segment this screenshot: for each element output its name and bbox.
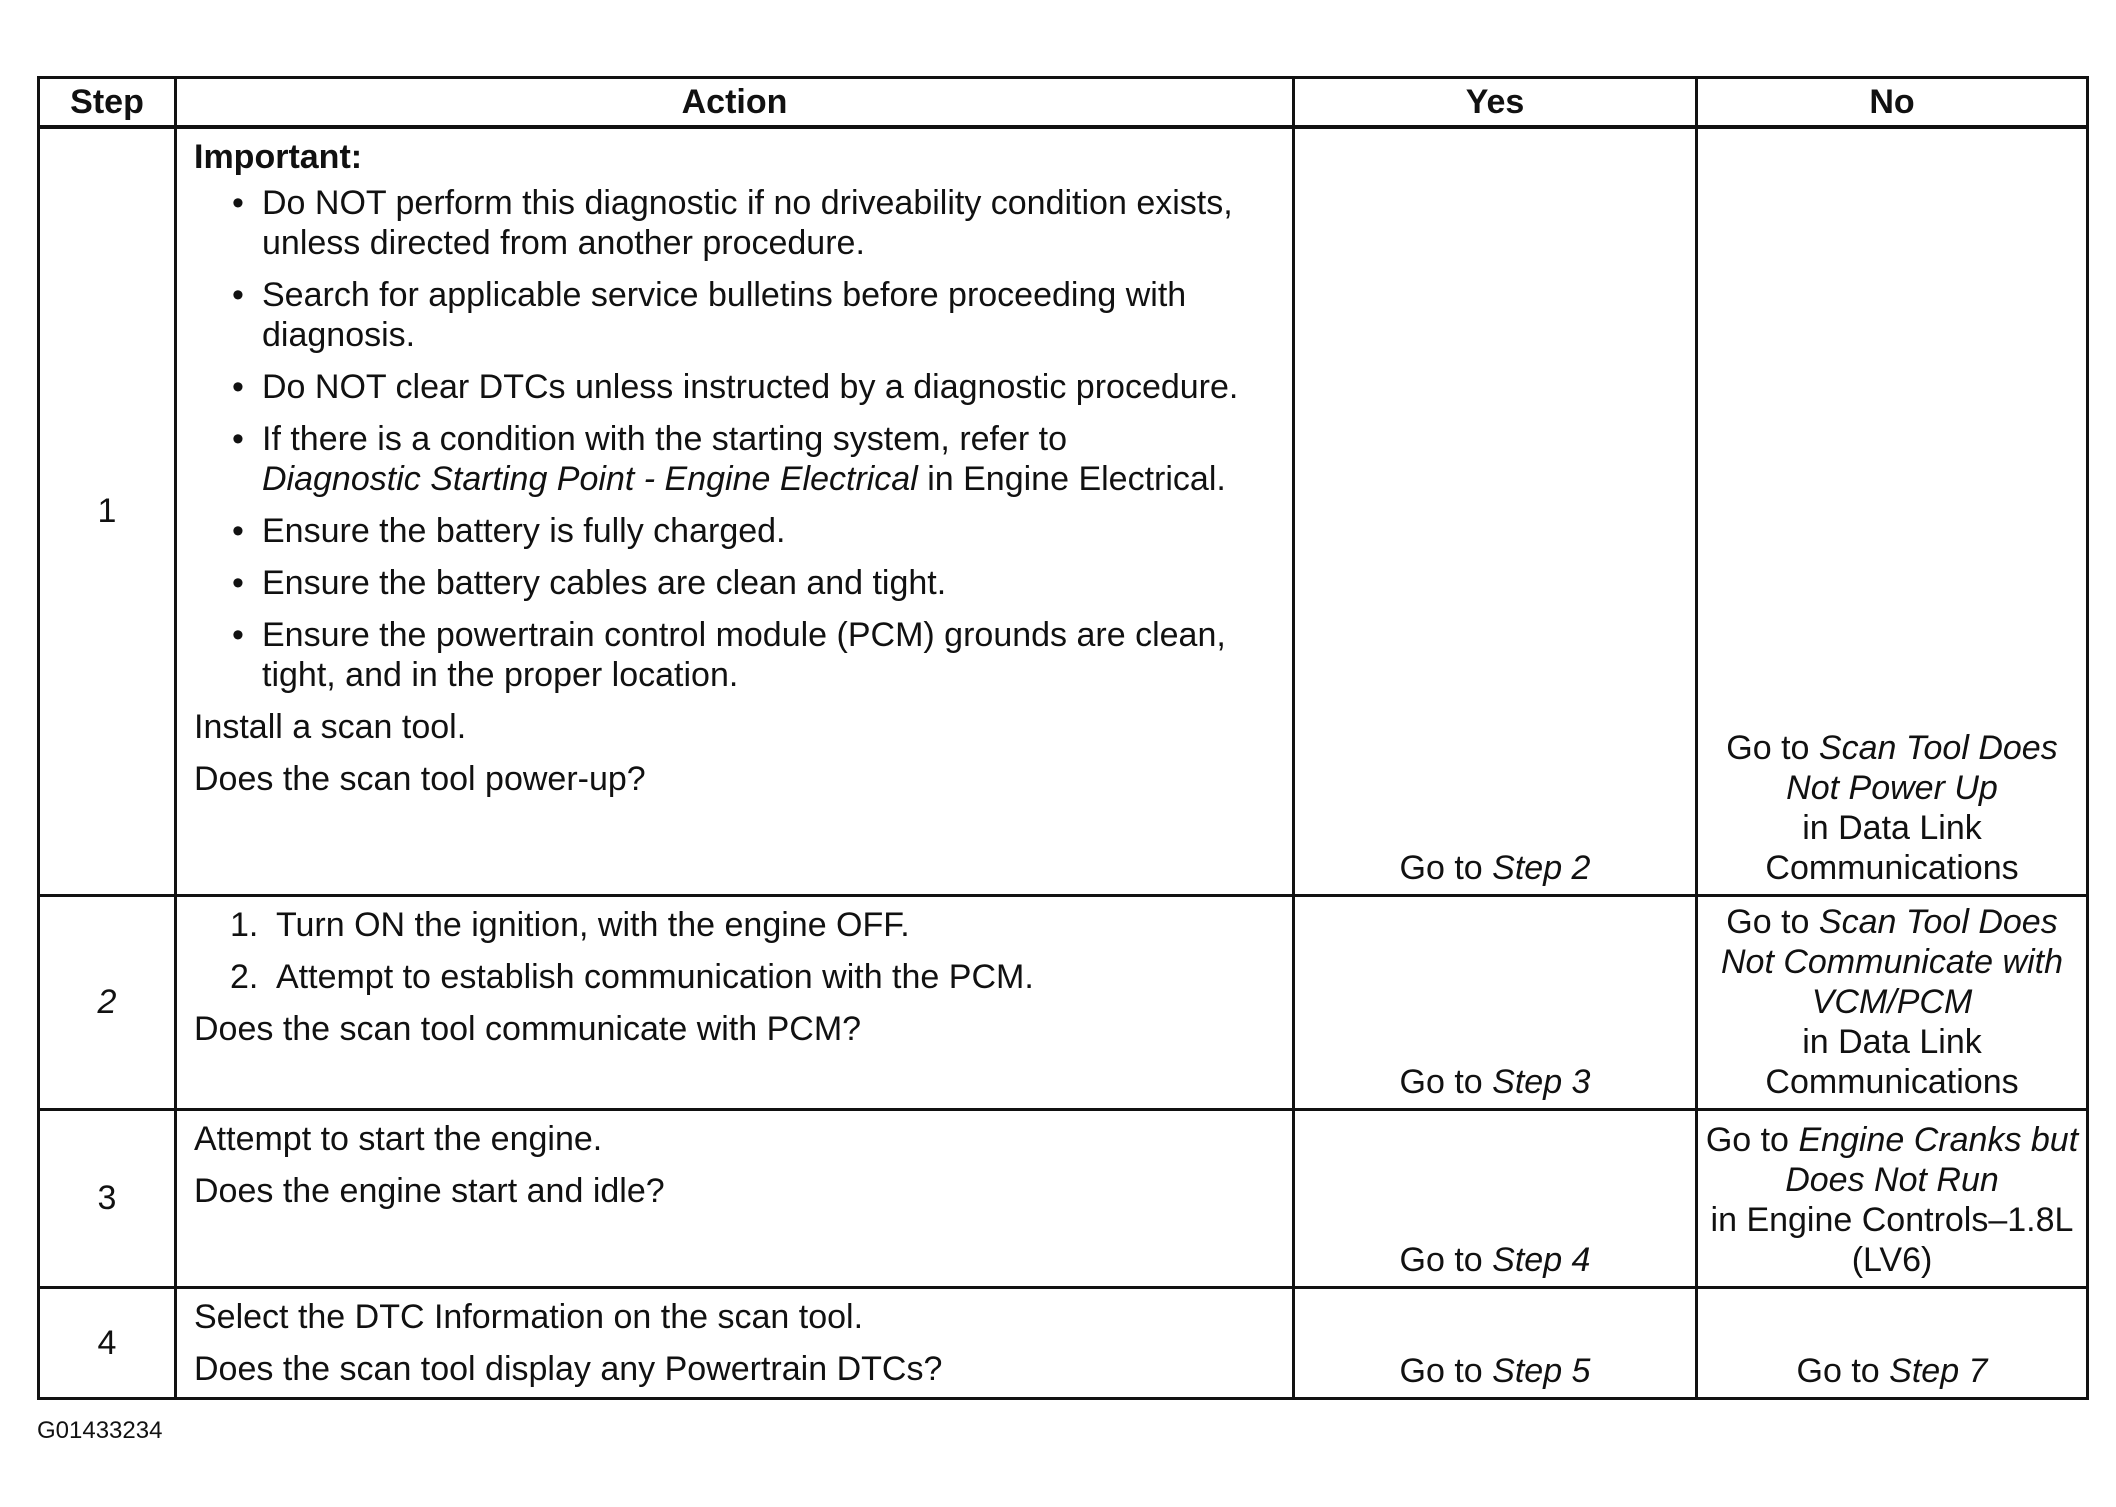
table-row (39, 127, 2088, 895)
list-item: • Do NOT clear DTCs unless instructed by a diagnostic procedure. (232, 368, 1239, 406)
table-row (39, 1287, 2088, 1398)
bullet-icon: • (232, 368, 244, 406)
important-label: Important: (194, 138, 363, 176)
list-item: • If there is a condition with the starting system, refer to Diagnostic Starting Point - Engine Electrical in Engine Electrical. (232, 420, 1226, 498)
step-link[interactable]: Step 5 (1492, 1351, 1591, 1390)
yes-cell: Go to Step 2 (1294, 127, 1697, 895)
important-bullets (194, 183, 1278, 695)
action-cell (176, 127, 1294, 895)
bullet-icon: • (232, 616, 244, 654)
list-item: 2. Attempt to establish communication with the PCM. (230, 957, 1034, 996)
header-yes: Yes (1294, 78, 1697, 128)
numbered-steps (194, 905, 1278, 997)
list-item: • Do NOT perform this diagnostic if no driveability condition exists, unless directed from another procedure. (232, 184, 1233, 262)
step-link[interactable]: Step 7 (1889, 1351, 1988, 1390)
action-line: Attempt to start the engine. (194, 1119, 603, 1158)
list-item: 1. Turn ON the ignition, with the engine OFF. (230, 905, 910, 944)
reference-link[interactable]: Diagnostic Starting Point - Engine Electrical (262, 460, 918, 498)
action-cell (176, 1287, 1294, 1398)
question-line: Does the engine start and idle? (194, 1171, 665, 1210)
step-link[interactable]: Step 4 (1492, 1240, 1591, 1279)
reference-link[interactable]: Engine Cranks but Does Not Run (1785, 1120, 2079, 1199)
action-cell (176, 895, 1294, 1109)
header-no: No (1697, 78, 2088, 128)
bullet-icon: • (232, 184, 244, 222)
action-cell (176, 1109, 1294, 1287)
list-item: • Ensure the powertrain control module (PCM) grounds are clean, tight, and in the proper location. (232, 616, 1226, 694)
step-number: 4 (39, 1287, 176, 1398)
step-link[interactable]: Step 2 (1492, 848, 1591, 887)
table-row (39, 1109, 2088, 1287)
question-line: Does the scan tool communicate with PCM? (194, 1009, 862, 1048)
no-cell: Go to Engine Cranks but Does Not Run in Engine Controls–1.8L (LV6) (1697, 1109, 2088, 1287)
bullet-icon: • (232, 512, 244, 550)
figure-id: G01433234 (37, 1417, 163, 1444)
no-cell: Go to Step 7 (1697, 1287, 2088, 1398)
list-item: • Search for applicable service bulletins before proceeding with diagnosis. (232, 276, 1187, 354)
header-action: Action (176, 78, 1294, 128)
no-cell: Go to Scan Tool Does Not Power Up in Data Link Communications (1697, 127, 2088, 895)
reference-link[interactable]: Scan Tool Does Not Communicate with VCM/PCM (1720, 902, 2063, 1021)
bullet-icon: • (232, 420, 244, 458)
step-number: 1 (39, 127, 176, 895)
bullet-icon: • (232, 564, 244, 602)
yes-cell: Go to Step 3 (1294, 895, 1697, 1109)
list-item: • Ensure the battery cables are clean and tight. (232, 564, 947, 602)
reference-link[interactable]: Scan Tool Does Not Power Up (1786, 728, 2058, 807)
step-number: 2 (39, 895, 176, 1109)
action-line: Select the DTC Information on the scan tool. (194, 1297, 864, 1336)
yes-cell: Go to Step 5 (1294, 1287, 1697, 1398)
no-cell: Go to Scan Tool Does Not Communicate with VCM/PCM in Data Link Communications (1697, 895, 2088, 1109)
yes-cell: Go to Step 4 (1294, 1109, 1697, 1287)
list-item: • Ensure the battery is fully charged. (232, 512, 786, 550)
step-number: 3 (39, 1109, 176, 1287)
table-header-row (39, 78, 2088, 128)
question-line: Does the scan tool power-up? (194, 760, 646, 798)
bullet-icon: • (232, 276, 244, 314)
diagnostic-table (37, 76, 2089, 1400)
header-step: Step (39, 78, 176, 128)
table-row (39, 895, 2088, 1109)
action-line: Install a scan tool. (194, 708, 467, 746)
step-link[interactable]: Step 3 (1492, 1062, 1591, 1101)
question-line: Does the scan tool display any Powertrain DTCs? (194, 1349, 943, 1388)
